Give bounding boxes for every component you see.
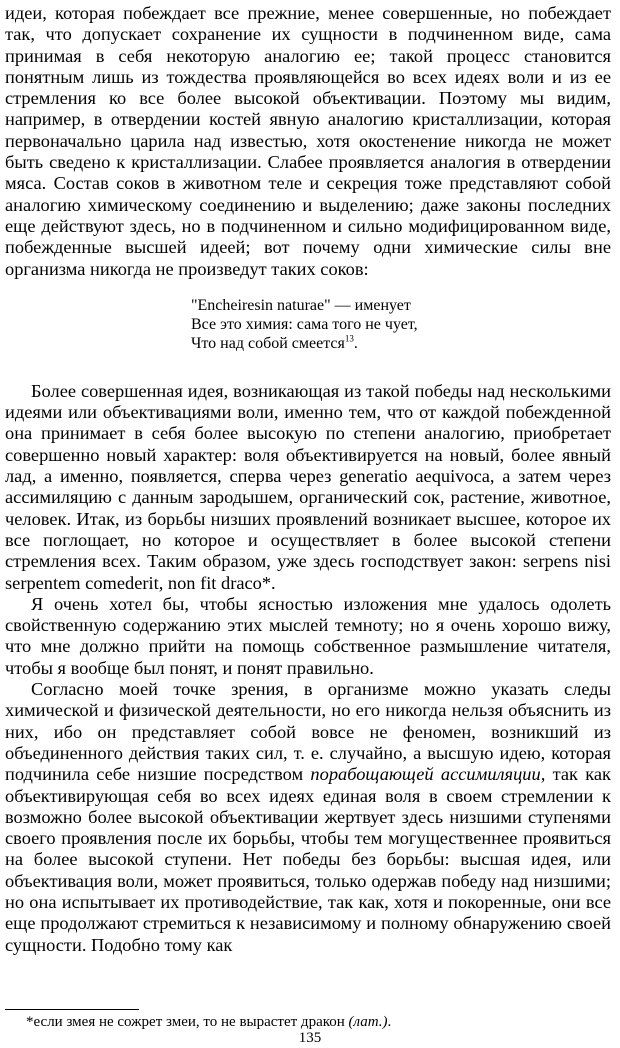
epigraph: [191, 296, 611, 353]
epigraph-line-3: [191, 334, 611, 353]
page-number: 135: [298, 1030, 322, 1046]
footnote-end: .: [387, 1014, 392, 1030]
paragraph-2: Более совершенная идея, возникающая из такой победы над несколькими идеями или объективациями воли, именно тем, что от каждой побежденной она принимает в себя более высокую по степени аналогию, приобретает совершенно новый характер: воля объективируется на новый, более явный лад, а именно, появляется, сперва через generatio aequivoca, а затем через ассимиляцию с данным зародышем, органический сок, растение, животное, человек. Итак, из борьбы низших проявлений возникает высшее, которое их все поглощает, но которое и осуществляет в более высокой степени стремления всех. Таким образом, уже здесь господствует закон: serpens nisi serpentem comederit, non fit draco*.: [5, 380, 611, 593]
body-text: [5, 3, 611, 956]
footnote-divider: [5, 1009, 139, 1010]
paragraph-4: [5, 679, 611, 956]
paragraph-4-italic: порабощающей ассимиляции,: [310, 764, 546, 785]
footnote-italic: (лат.): [348, 1014, 388, 1030]
epigraph-line-2: Все это химия: сама того не чует,: [191, 315, 418, 333]
paragraph-4-before: Согласно моей точке зрения, в организме можно указать следы химической и физической деятельности, но его никогда нельзя объяснить из них, ибо он представляет собой вовсе не феномен, возникший из объединенного действия таких сил, т. е. случайно, а высшую идею, которая подчинила себе низшие посредством: [5, 679, 611, 785]
footnote-text: если змея не сожрет змеи, то не вырастет дракон: [33, 1014, 345, 1030]
epigraph-line-3-end: .: [353, 334, 358, 352]
paragraph-3: Я очень хотел бы, чтобы ясностью изложения мне удалось одолеть свойственную содержанию этих мыслей темноту; но я очень хорошо вижу, что мне должно прийти на помощь собственное размышление читателя, чтобы я вообще был понят, и понят правильно.: [5, 593, 611, 678]
epigraph-line-3-text: Что над собой смеется: [191, 334, 345, 352]
note-reference: 13: [344, 333, 354, 344]
paragraph-4-after: так как объективирующая себя во всех идеях единая воля в своем стремлении к возможно более высокой объективации жертвует здесь низшими ступенями своего проявления после их борьбы, чтобы тем могущественнее проявиться на более высокой ступени. Нет победы без борьбы: высшая идея, или объективация воли, может проявиться, только одержав победу над низшими; но она испытывает их противодействие, так как, хотя и покоренные, они все еще продолжают стремиться к независимому и полному обнаружению своей сущности. Подобно тому как: [5, 764, 611, 955]
footnote-marker: *: [26, 1014, 34, 1030]
paragraph-1: идеи, которая побеждает все прежние, менее совершенные, но побеждает так, что допускает сохранение их сущности в подчиненном виде, сама принимая в себя некоторую аналогию ее; такой процесс становится понятным лишь из тождества проявляющейся во всех идеях воли и из ее стремления ко все более высокой объективации. Поэтому мы видим, например, в отвердении костей явную аналогию кристаллизации, которая первоначально царила над известью, хотя окостенение никогда не может быть сведено к кристаллизации. Слабее проявляется аналогия в отвердении мяса. Состав соков в животном теле и секреция тоже представляют собой аналогию химическому соединению и выделению; даже законы последних еще действуют здесь, но в подчиненном и сильно модифицированном виде, побежденные высшей идеей; вот почему одни химические силы вне организма никогда не произведут таких соков:: [5, 3, 611, 279]
epigraph-line-1: "Encheiresin naturae" — именует: [191, 296, 411, 314]
